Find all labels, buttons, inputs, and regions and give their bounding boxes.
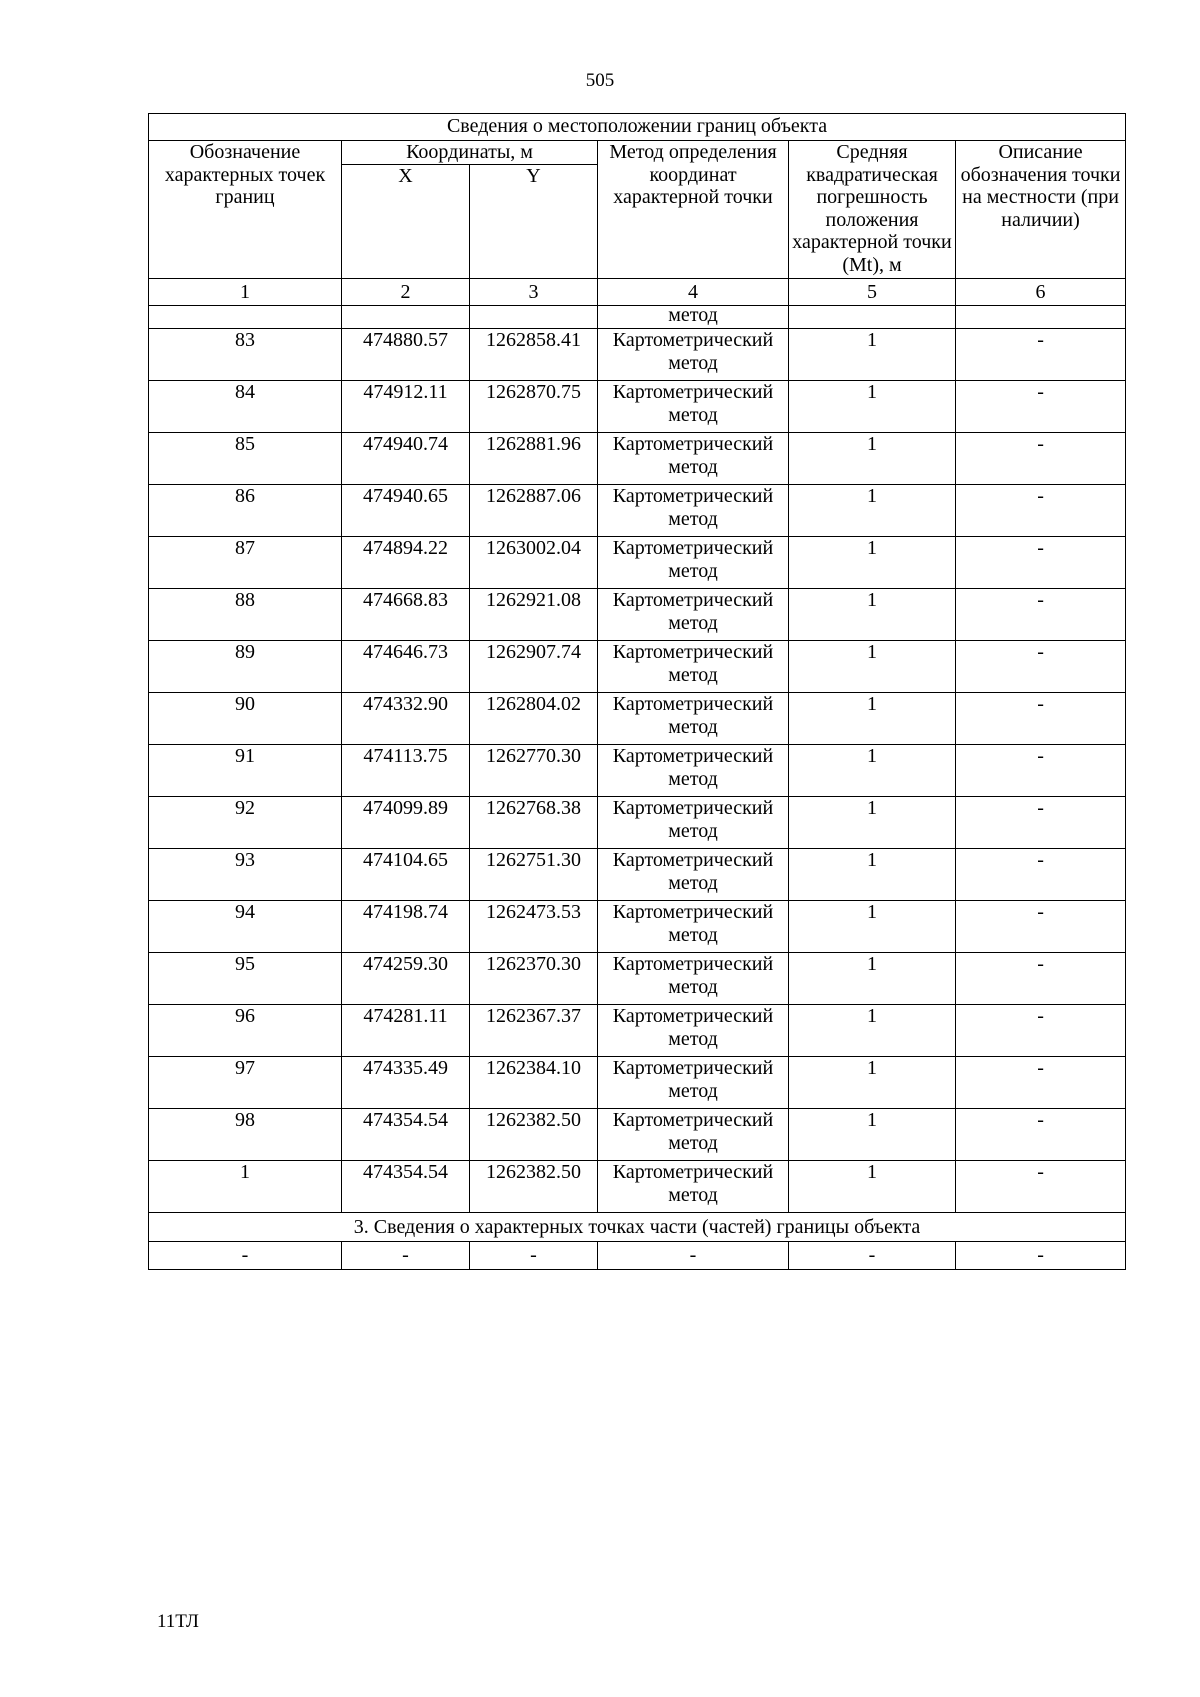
boundary-table: [148, 113, 1126, 1270]
cell-x: 474894.22: [342, 536, 470, 588]
cell-desc: -: [956, 1160, 1126, 1212]
cell-desc: -: [956, 484, 1126, 536]
header-y: Y: [470, 164, 598, 278]
table-row: [149, 1004, 1126, 1056]
cell-mt: 1: [789, 588, 956, 640]
cell-point: 83: [149, 328, 342, 380]
table-cell: -: [956, 1241, 1126, 1269]
cell-y: 1262921.08: [470, 588, 598, 640]
cell-mt: 1: [789, 640, 956, 692]
column-number: 1: [149, 278, 342, 305]
table-row: [149, 744, 1126, 796]
cell-x: 474880.57: [342, 328, 470, 380]
cell-point: 91: [149, 744, 342, 796]
cell-method: Картометрический метод: [598, 900, 789, 952]
cell-x: 474940.65: [342, 484, 470, 536]
cell-method: Картометрический метод: [598, 796, 789, 848]
cell-method: Картометрический метод: [598, 380, 789, 432]
cell-y: 1263002.04: [470, 536, 598, 588]
cell-y: 1262370.30: [470, 952, 598, 1004]
cell-point: 84: [149, 380, 342, 432]
section-3-row: [149, 1241, 1126, 1269]
cell-point: 89: [149, 640, 342, 692]
cell-y: 1262858.41: [470, 328, 598, 380]
footer-code: 11ТЛ: [157, 1611, 199, 1632]
table-row: [149, 692, 1126, 744]
cell-method: Картометрический метод: [598, 484, 789, 536]
cell-x: 474668.83: [342, 588, 470, 640]
cell-y: 1262881.96: [470, 432, 598, 484]
column-number: 4: [598, 278, 789, 305]
cell-x: 474335.49: [342, 1056, 470, 1108]
cell-method: Картометрический метод: [598, 640, 789, 692]
column-number: 3: [470, 278, 598, 305]
cell-desc: -: [956, 848, 1126, 900]
cell-method: Картометрический метод: [598, 328, 789, 380]
cell-x: 474912.11: [342, 380, 470, 432]
cell-desc: -: [956, 1056, 1126, 1108]
cell-point: 86: [149, 484, 342, 536]
cell-x: 474354.54: [342, 1108, 470, 1160]
cell-x: 474113.75: [342, 744, 470, 796]
cell-method: Картометрический метод: [598, 1160, 789, 1212]
cell-point: 92: [149, 796, 342, 848]
table-cell: -: [149, 1241, 342, 1269]
cell-x: 474354.54: [342, 1160, 470, 1212]
section-3-title: 3. Сведения о характерных точках части (частей) границы объекта: [149, 1212, 1126, 1241]
cell-desc: -: [956, 536, 1126, 588]
header-point-designation: Обозначение характерных точек границ: [149, 141, 342, 279]
table-row: [149, 900, 1126, 952]
cell-mt: 1: [789, 692, 956, 744]
header-x: X: [342, 164, 470, 278]
table-row: [149, 380, 1126, 432]
cell-y: 1262367.37: [470, 1004, 598, 1056]
table-row: [149, 1108, 1126, 1160]
table-cell: -: [789, 1241, 956, 1269]
cell-point: 87: [149, 536, 342, 588]
cell-y: 1262887.06: [470, 484, 598, 536]
cell-method: Картометрический метод: [598, 1108, 789, 1160]
header-accuracy: Средняя квадратическая погрешность положения характерной точки (Mt), м: [789, 141, 956, 279]
cell-x: 474259.30: [342, 952, 470, 1004]
table-row: [149, 1160, 1126, 1212]
cell-mt: 1: [789, 1108, 956, 1160]
cell-x: 474646.73: [342, 640, 470, 692]
cell-point: 85: [149, 432, 342, 484]
cell-desc: -: [956, 328, 1126, 380]
cell-point: 97: [149, 1056, 342, 1108]
cell-method: Картометрический метод: [598, 536, 789, 588]
cell-y: 1262384.10: [470, 1056, 598, 1108]
cell-desc: -: [956, 1004, 1126, 1056]
cell-point: 98: [149, 1108, 342, 1160]
cell-x: 474940.74: [342, 432, 470, 484]
cell-mt: 1: [789, 484, 956, 536]
cell-x: 474198.74: [342, 900, 470, 952]
table-title: Сведения о местоположении границ объекта: [149, 114, 1126, 141]
cell-method: Картометрический метод: [598, 848, 789, 900]
table-row: [149, 952, 1126, 1004]
table-cell: -: [470, 1241, 598, 1269]
cell-point: 90: [149, 692, 342, 744]
table-row: [149, 328, 1126, 380]
cell-method: Картометрический метод: [598, 1056, 789, 1108]
cell-desc: -: [956, 640, 1126, 692]
cell-desc: -: [956, 380, 1126, 432]
cell-y: 1262907.74: [470, 640, 598, 692]
column-number: 6: [956, 278, 1126, 305]
cell-y: 1262770.30: [470, 744, 598, 796]
table-row: [149, 484, 1126, 536]
cell-mt: 1: [789, 328, 956, 380]
cell-mt: 1: [789, 900, 956, 952]
cell-desc: -: [956, 588, 1126, 640]
cell-mt: 1: [789, 1160, 956, 1212]
cell-desc: -: [956, 952, 1126, 1004]
column-number: 5: [789, 278, 956, 305]
cell-desc: -: [956, 1108, 1126, 1160]
cell-x: 474281.11: [342, 1004, 470, 1056]
cell-mt: 1: [789, 432, 956, 484]
cell-y: 1262870.75: [470, 380, 598, 432]
cell-point: 95: [149, 952, 342, 1004]
cell-method: Картометрический метод: [598, 692, 789, 744]
cell-mt: 1: [789, 380, 956, 432]
cell-point: 96: [149, 1004, 342, 1056]
cell-method: Картометрический метод: [598, 588, 789, 640]
table-row: [149, 848, 1126, 900]
continuation-text: метод: [598, 305, 789, 328]
cell-method: Картометрический метод: [598, 432, 789, 484]
cell-mt: 1: [789, 536, 956, 588]
page-number: 505: [585, 70, 615, 91]
table-row: [149, 796, 1126, 848]
column-number: 2: [342, 278, 470, 305]
cell-method: Картометрический метод: [598, 952, 789, 1004]
table-row: [149, 536, 1126, 588]
cell-mt: 1: [789, 1004, 956, 1056]
cell-x: 474099.89: [342, 796, 470, 848]
cell-y: 1262473.53: [470, 900, 598, 952]
cell-x: 474104.65: [342, 848, 470, 900]
header-description: Описание обозначения точки на местности (при наличии): [956, 141, 1126, 279]
cell-y: 1262751.30: [470, 848, 598, 900]
table-cell: -: [598, 1241, 789, 1269]
cell-y: 1262382.50: [470, 1160, 598, 1212]
cell-method: Картометрический метод: [598, 1004, 789, 1056]
cell-mt: 1: [789, 1056, 956, 1108]
cell-point: 1: [149, 1160, 342, 1212]
cell-mt: 1: [789, 952, 956, 1004]
cell-mt: 1: [789, 744, 956, 796]
cell-mt: 1: [789, 848, 956, 900]
table-row: [149, 1056, 1126, 1108]
cell-point: 88: [149, 588, 342, 640]
cell-y: 1262382.50: [470, 1108, 598, 1160]
cell-point: 93: [149, 848, 342, 900]
cell-desc: -: [956, 744, 1126, 796]
continuation-row: [149, 305, 1126, 328]
cell-method: Картометрический метод: [598, 744, 789, 796]
table-row: [149, 432, 1126, 484]
cell-point: 94: [149, 900, 342, 952]
header-coordinates: Координаты, м: [342, 141, 598, 165]
table-row: [149, 640, 1126, 692]
cell-y: 1262804.02: [470, 692, 598, 744]
cell-desc: -: [956, 432, 1126, 484]
cell-mt: 1: [789, 796, 956, 848]
cell-desc: -: [956, 900, 1126, 952]
cell-desc: -: [956, 692, 1126, 744]
header-method: Метод определения координат характерной точки: [598, 141, 789, 279]
cell-y: 1262768.38: [470, 796, 598, 848]
table-row: [149, 588, 1126, 640]
table-cell: -: [342, 1241, 470, 1269]
cell-desc: -: [956, 796, 1126, 848]
cell-x: 474332.90: [342, 692, 470, 744]
